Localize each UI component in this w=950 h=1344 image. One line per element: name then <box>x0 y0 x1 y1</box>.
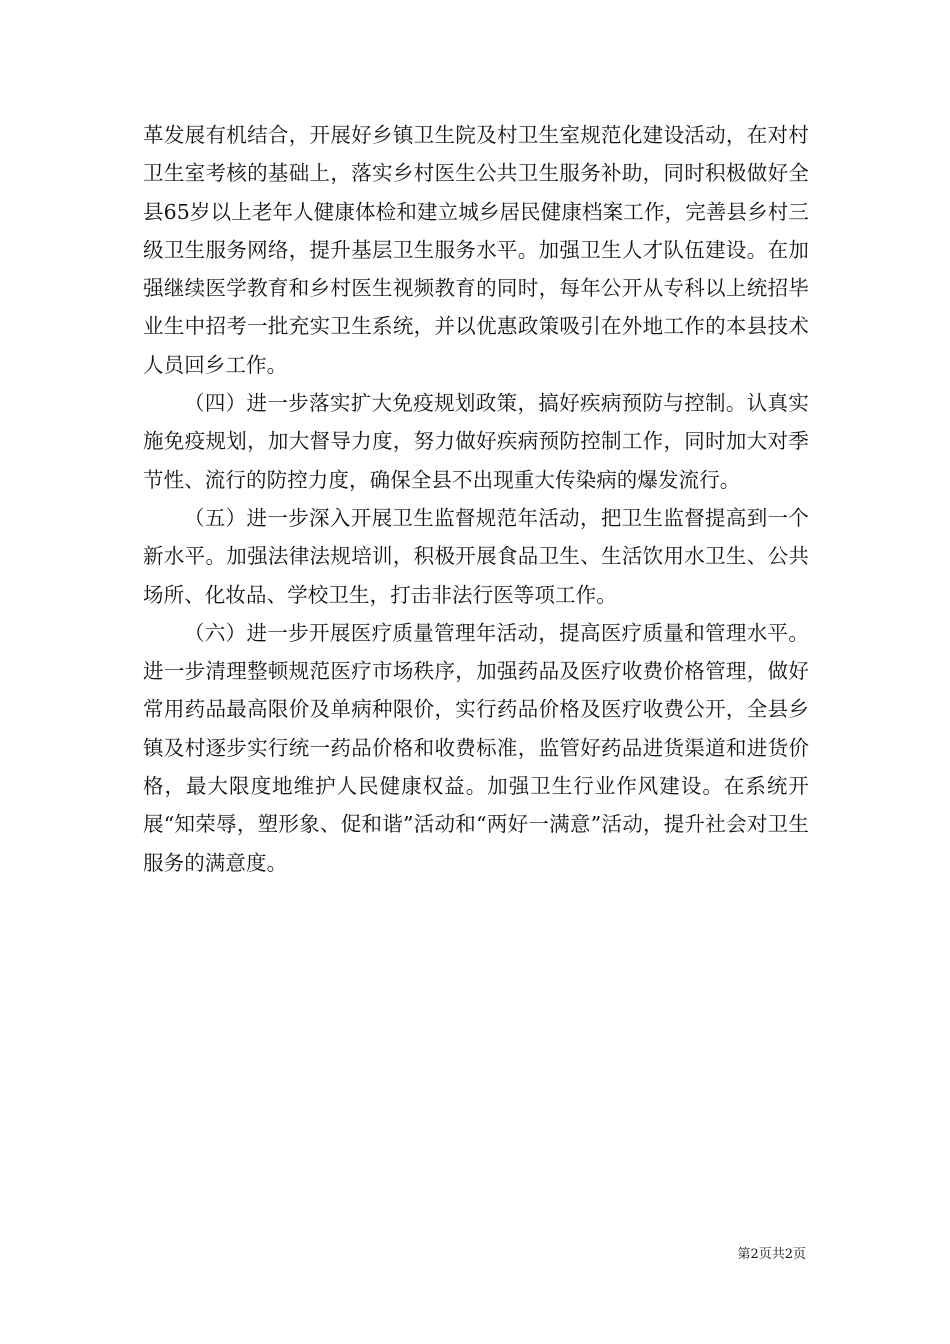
body-text <box>143 116 809 882</box>
paragraph-medical-quality: （六）进一步开展医疗质量管理年活动，提高医疗质量和管理水平。进一步清理整顿规范医疗市场秩序，加强药品及医疗收费价格管理，做好常用药品最高限价及单病种限价，实行药品价格及医疗收费公开，全县乡镇及村逐步实行统一药品价格和收费标准，监管好药品进货渠道和进货价格，最大限度地维护人民健康权益。加强卫生行业作风建设。在系统开展“知荣辱，塑形象、促和谐”活动和“两好一满意”活动，提升社会对卫生服务的满意度。 <box>143 620 809 875</box>
page-number-footer: 第2页共2页 <box>737 1247 806 1262</box>
paragraph-immunization: （四）进一步落实扩大免疫规划政策，搞好疾病预防与控制。认真实施免疫规划，加大督导力度，努力做好疾病预防控制工作，同时加大对季节性、流行的防控力度，确保全县不出现重大传染病的爆发流行。 <box>143 391 809 492</box>
paragraph-health-supervision: （五）进一步深入开展卫生监督规范年活动，把卫生监督提高到一个新水平。加强法律法规培训，积极开展食品卫生、生活饮用水卫生、公共场所、化妆品、学校卫生，打击非法行医等项工作。 <box>143 505 809 607</box>
paragraph-health-network: 革发展有机结合，开展好乡镇卫生院及村卫生室规范化建设活动，在对村卫生室考核的基础上，落实乡村医生公共卫生服务补助，同时积极做好全县65岁以上老年人健康体检和建立城乡居民健康档案工作，完善县乡村三级卫生服务网络，提升基层卫生服务水平。加强卫生人才队伍建设。在加强继续医学教育和乡村医生视频教育的同时，每年公开从专科以上统招毕业生中招考一批充实卫生系统，并以优惠政策吸引在外地工作的本县技术人员回乡工作。 <box>143 123 809 377</box>
